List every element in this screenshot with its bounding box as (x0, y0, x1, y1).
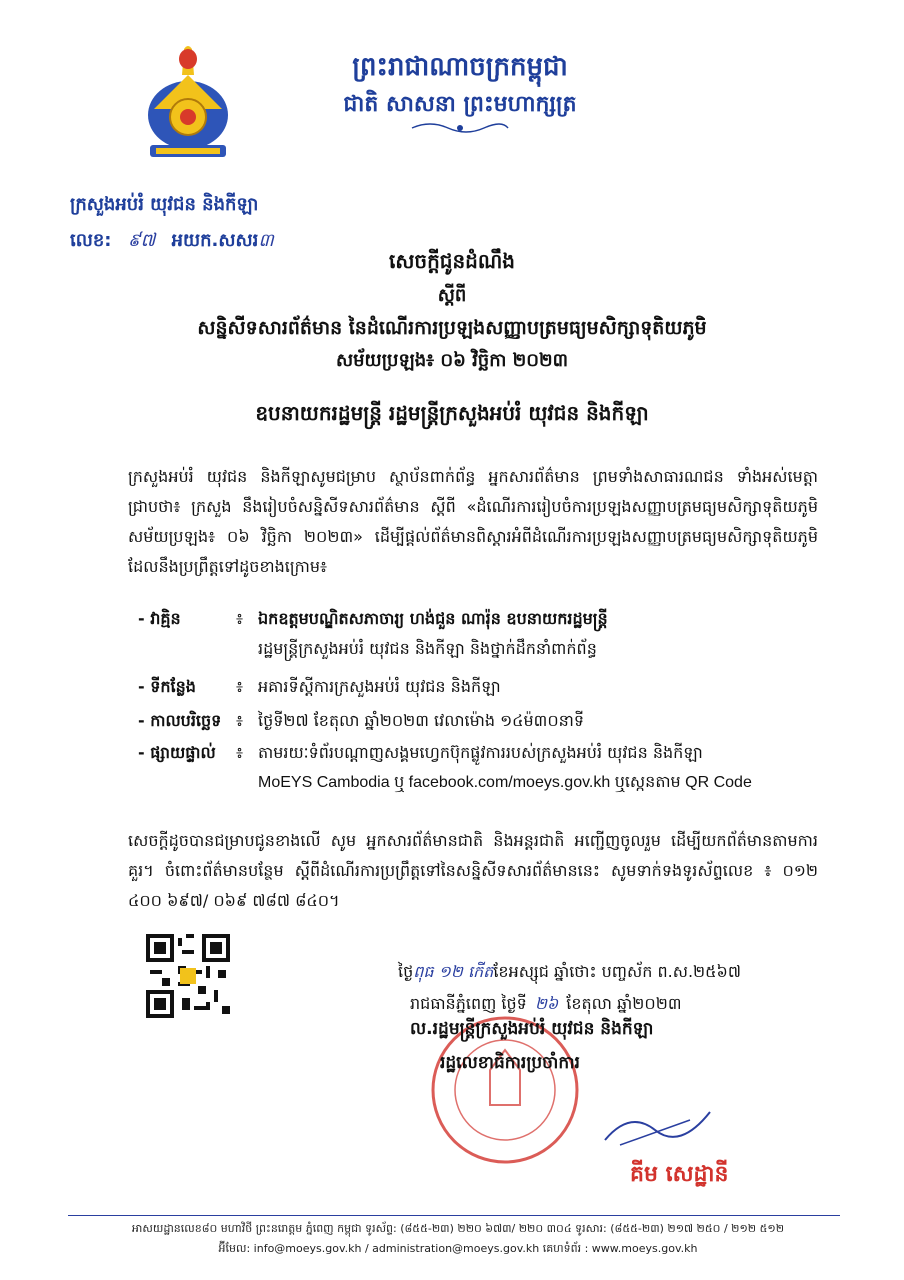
footer-divider (68, 1215, 840, 1216)
signature-subtitle: រដ្ឋលេខាធិការប្រចាំការ (440, 1053, 580, 1073)
flourish-ornament-icon (410, 120, 510, 140)
item-label: - ទីកន្លែង (138, 677, 196, 696)
ref-number: ៩៧ (127, 230, 156, 251)
date-block (398, 956, 741, 1020)
intro-paragraph: ក្រសួងអប់រំ យុវជន និងកីឡាសូមជម្រាប ស្ថាប័នពាក់ព័ន្ធ អ្នកសារព័ត៌មាន ព្រមទាំងសាធារណជន ទាំងអស់មេត្តាជ្រាបថា៖ ក្រសួង នឹងរៀបចំសន្និសីទសារព័ត៌មាន ស្ដីពី «ដំណើរការរៀបចំការប្រឡងសញ្ញាបត្រមធ្យមសិក្សាទុតិយភូមិ សម័យប្រឡង៖ ០៦ វិច្ឆិកា ២០២៣» ដើម្បីផ្ដល់ព័ត៌មានពិស្ដារអំពីដំណើរការប្រឡងសញ្ញាបត្រមធ្យមសិក្សាទុតិយភូមិ ដែលនឹងប្រព្រឹត្តទៅដូចខាងក្រោម៖ (128, 467, 818, 576)
issuer-line: ឧបនាយករដ្ឋមន្ត្រី រដ្ឋមន្ត្រីក្រសួងអប់រំ យុវជន និងកីឡា (255, 401, 649, 425)
item-label: - កាលបរិច្ឆេទ (138, 711, 222, 730)
ministry-name: ក្រសួងអប់រំ យុវជន និងកីឡា (70, 194, 259, 215)
signature-title: ល.រដ្ឋមន្ត្រីក្រសួងអប់រំ យុវជន និងកីឡា (410, 1019, 654, 1039)
closing-paragraph: សេចក្ដីដូចបានជម្រាបជូនខាងលើ សូម អ្នកសារព័ត៌មានជាតិ និងអន្តរជាតិ អញ្ជើញចូលរួម ដើម្បីយកព័ត៌មានតាមការគួរ។ ចំពោះព័ត៌មានបន្ថែម ស្ដីពីដំណើរការប្រព្រឹត្តទៅនៃសន្និសីទសារព័ត៌មាននេះ សូមទាក់ទងទូរស័ព្ទលេខ ៖ ០១២ ៤០០ ៦៩៧/ ០៦៩ ៧៨៧ ៨៤០។ (128, 831, 818, 910)
item-date: - កាលបរិច្ឆេទ ៖ ថ្ងៃទី២៧ ខែតុលា ឆ្នាំ២០២៣ វេលាម៉ោង ១៤ម៉៣០នាទី (138, 706, 818, 736)
item-text: ឯកឧត្តមបណ្ឌិតសភាចារ្យ ហង់ជួន ណារ៉ុន ឧបនាយករដ្ឋមន្ត្រី (258, 609, 608, 628)
item-label: - វាគ្មិន (138, 609, 181, 628)
regarding-label: ស្ដីពី (437, 285, 467, 306)
ref-hand-suffix: ៣ (258, 230, 274, 251)
footer-address: អាសយដ្ឋានលេខ៨០ មហាវិថី ព្រះនរោត្ដម ភ្នំពេញ កម្ពុជា ទូរស័ព្ទ: (៨៥៥-២៣) ២២០ ៦៧៣/ ២២០ ៣០៤ ទូរសារ: (៨៥៥-២៣) ២១៧ ២៥០ / ២១២ ៥១២ (131, 1222, 785, 1235)
subject-line: សន្និសីទសារព័ត៌មាន នៃដំណើរការប្រឡងសញ្ញាបត្រមធ្យមសិក្សាទុតិយភូមិ (197, 317, 707, 339)
lunar-date: ថ្ងៃពុធ ១២ កើតខែអស្សុជ ឆ្នាំថោះ បញ្ចស័ក ព.ស.២៥៦៧ (398, 962, 741, 981)
item-continuation: MoEYS Cambodia ឬ facebook.com/moeys.gov.kh ឬស្កេនតាម QR Code (258, 774, 752, 791)
ministry-emblem-icon (140, 45, 236, 167)
item-speaker: - វាគ្មិន ៖ ឯកឧត្តមបណ្ឌិតសភាចារ្យ ហង់ជួន ណារ៉ុន ឧបនាយករដ្ឋមន្ត្រី រដ្ឋមន្ត្រីក្រសួងអប់រំ យុវជន និងកីឡា និងថ្នាក់ដឹកនាំពាក់ព័ន្ធ (138, 604, 818, 664)
item-broadcast: - ផ្សាយផ្ទាល់ ៖ តាមរយៈទំព័របណ្ដាញសង្គមហ្វេកប៊ុកផ្លូវការរបស់ក្រសួងអប់រំ យុវជន និងកីឡា MoEYS Cambodia ឬ facebook.com/moeys.gov.kh ឬស្កេនតាម QR Code (138, 738, 818, 798)
qr-code-icon[interactable] (146, 934, 230, 1018)
item-text: ថ្ងៃទី២៧ ខែតុលា ឆ្នាំ២០២៣ វេលាម៉ោង ១៤ម៉៣០នាទី (258, 711, 585, 730)
national-motto: ជាតិ សាសនា ព្រះមហាក្សត្រ (343, 92, 577, 117)
signatory-name: គីម សេដ្ឋានី (630, 1162, 729, 1187)
item-text: អគារទីស្ដីការក្រសួងអប់រំ យុវជន និងកីឡា (258, 677, 501, 696)
session-line: សម័យប្រឡង៖ ០៦ វិច្ឆិកា ២០២៣ (335, 350, 569, 371)
announcement-title: សេចក្ដីជូនដំណឹង (389, 249, 515, 273)
ref-label: លេខ: (70, 230, 112, 251)
handwritten-signature-icon (600, 1100, 720, 1154)
item-continuation: រដ្ឋមន្ត្រីក្រសួងអប់រំ យុវជន និងកីឡា និងថ្នាក់ដឹកនាំពាក់ព័ន្ធ (258, 639, 597, 658)
ref-suffix: អយក.សសរ (171, 230, 259, 251)
kingdom-title: ព្រះរាជាណាចក្រកម្ពុជា (352, 52, 568, 82)
footer-contact: អ៊ីមែល: info@moeys.gov.kh / administration@moeys.gov.kh គេហទំព័រ : www.moeys.gov.kh (218, 1242, 698, 1255)
solar-date: រាជធានីភ្នំពេញ ថ្ងៃទី ២៦ ខែតុលា ឆ្នាំ២០២៣ (410, 994, 682, 1013)
item-label: - ផ្សាយផ្ទាល់ (138, 743, 216, 762)
item-venue: - ទីកន្លែង ៖ អគារទីស្ដីការក្រសួងអប់រំ យុវជន និងកីឡា (138, 672, 818, 702)
item-text: តាមរយៈទំព័របណ្ដាញសង្គមហ្វេកប៊ុកផ្លូវការរបស់ក្រសួងអប់រំ យុវជន និងកីឡា (258, 743, 703, 762)
